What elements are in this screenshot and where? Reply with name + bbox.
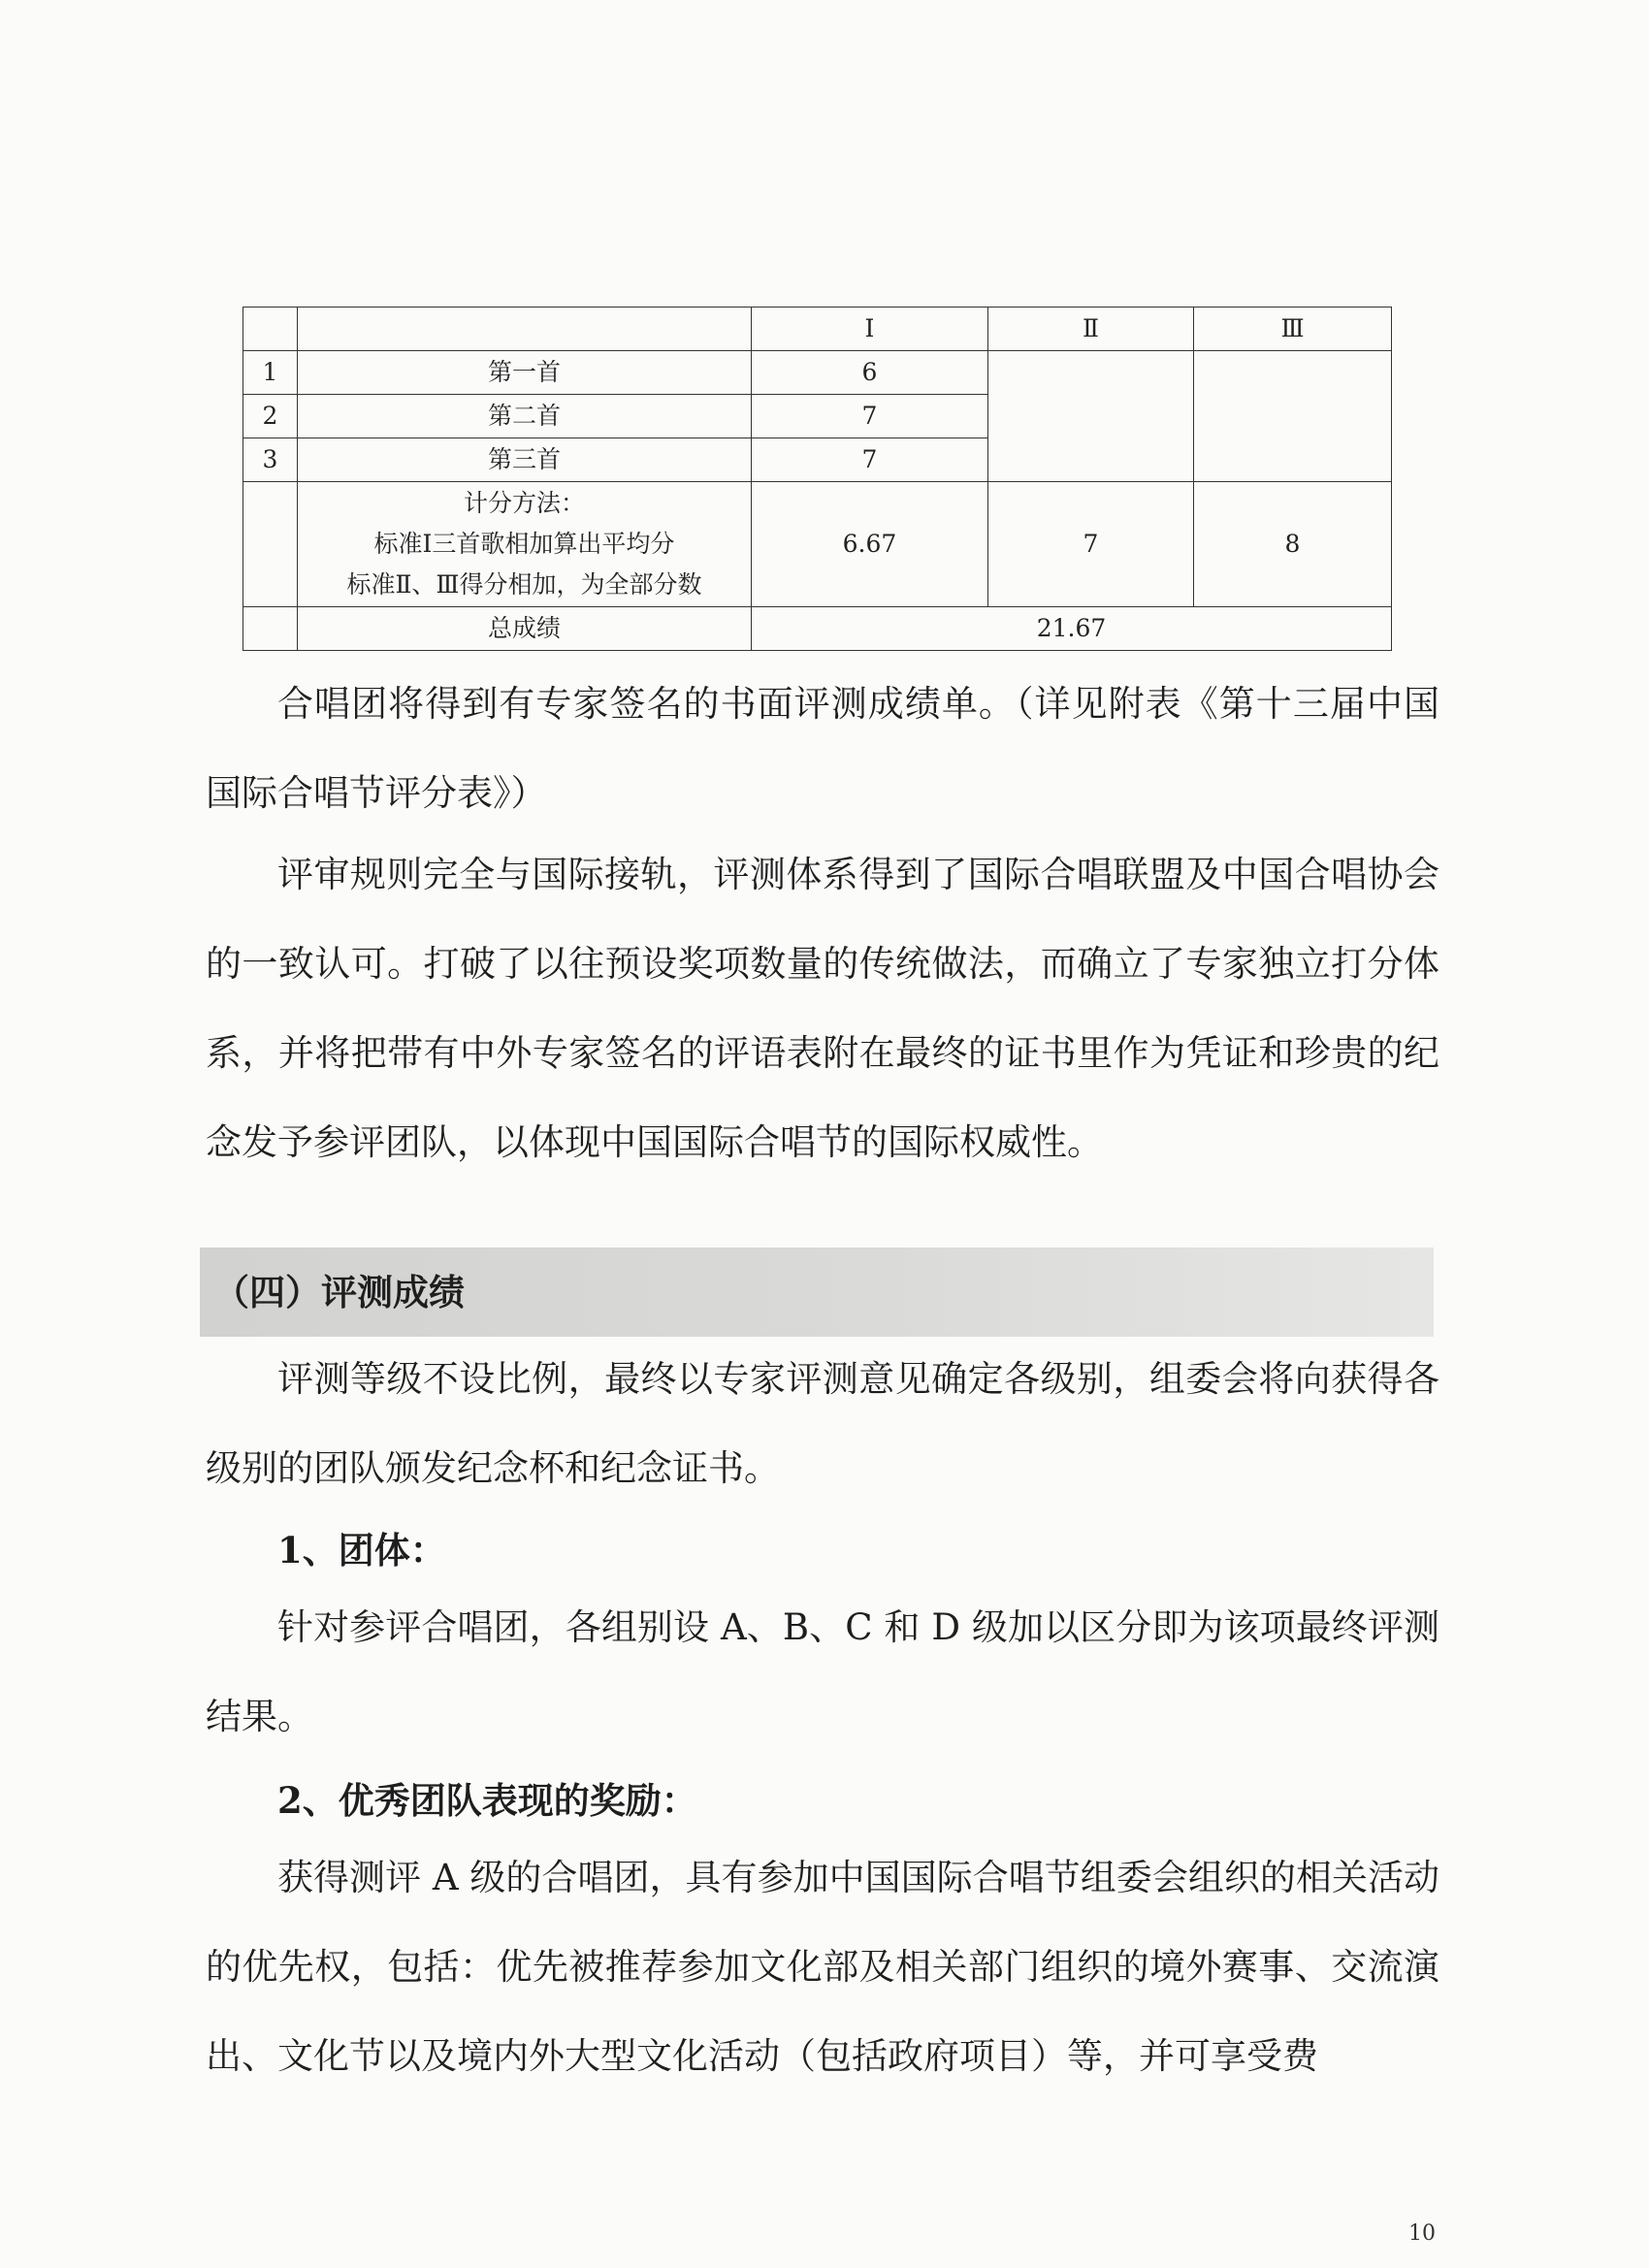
- paragraph-rewards: 获得测评 A 级的合唱团，具有参加中国国际合唱节组委会组织的相关活动的优先权，包括：优先被推荐参加文化部及相关部门组织的境外赛事、交流演出、文化节以及境内外大型文化活动（包括政府项目）等，并可享受费: [206, 1857, 1439, 2077]
- page-number: 10: [1408, 2221, 1436, 2246]
- method-score-3: 8: [1194, 482, 1392, 607]
- empty-merged-cell: [988, 351, 1194, 482]
- method-score-2: 7: [988, 482, 1194, 607]
- row-number: 3: [243, 438, 298, 482]
- paragraph-judging-rules: 评审规则完全与国际接轨，评测体系得到了国际合唱联盟及中国合唱协会的一致认可。打破了以往预设奖项数量的传统做法，而确立了专家独立打分体系，并将把带有中外专家签名的评语表附在最终的证书里作为凭证和珍贵的纪念发予参评团队，以体现中国国际合唱节的国际权威性。: [206, 854, 1439, 1163]
- table-empty-cell: [243, 482, 298, 607]
- section-header: [200, 1247, 1434, 1337]
- subheading-group: 1、团体：: [277, 1529, 446, 1571]
- total-row: [243, 607, 1392, 651]
- subheading-rewards: 2、优秀团队表现的奖励：: [277, 1779, 697, 1822]
- total-label: 总成绩: [298, 607, 752, 651]
- method-row: [243, 482, 1392, 607]
- paragraph-score-sheet: 合唱团将得到有专家签名的书面评测成绩单。（详见附表《第十三届中国国际合唱节评分表》）: [206, 683, 1439, 814]
- table-empty-cell: [243, 607, 298, 651]
- section-title: （四）评测成绩: [213, 1271, 465, 1313]
- scoring-method-cell: [298, 482, 752, 607]
- song-label: 第一首: [298, 351, 752, 395]
- score-table: [242, 307, 1392, 651]
- row-number: 2: [243, 395, 298, 438]
- column-header-3: Ⅲ: [1194, 308, 1392, 351]
- row-number: 1: [243, 351, 298, 395]
- table-header-row: [243, 308, 1392, 351]
- total-value: 21.67: [752, 607, 1392, 651]
- song-label: 第二首: [298, 395, 752, 438]
- song-score: 7: [752, 438, 988, 482]
- table-row: [243, 351, 1392, 395]
- column-header-2: Ⅱ: [988, 308, 1194, 351]
- paragraph-group-levels: 针对参评合唱团，各组别设 A、B、C 和 D 级加以区分即为该项最终评测结果。: [206, 1606, 1439, 1737]
- empty-merged-cell: [1194, 351, 1392, 482]
- method-line: 标准Ⅰ三首歌相加算出平均分: [373, 530, 675, 558]
- song-label: 第三首: [298, 438, 752, 482]
- method-score-1: 6.67: [752, 482, 988, 607]
- table-corner-cell: [243, 308, 298, 351]
- method-line: 标准Ⅱ、Ⅲ得分相加，为全部分数: [346, 570, 702, 599]
- method-line: 计分方法：: [463, 489, 585, 517]
- table-corner-cell: [298, 308, 752, 351]
- song-score: 7: [752, 395, 988, 438]
- paragraph-grading: 评测等级不设比例，最终以专家评测意见确定各级别，组委会将向获得各级别的团队颁发纪念杯和纪念证书。: [206, 1358, 1439, 1489]
- song-score: 6: [752, 351, 988, 395]
- column-header-1: Ⅰ: [752, 308, 988, 351]
